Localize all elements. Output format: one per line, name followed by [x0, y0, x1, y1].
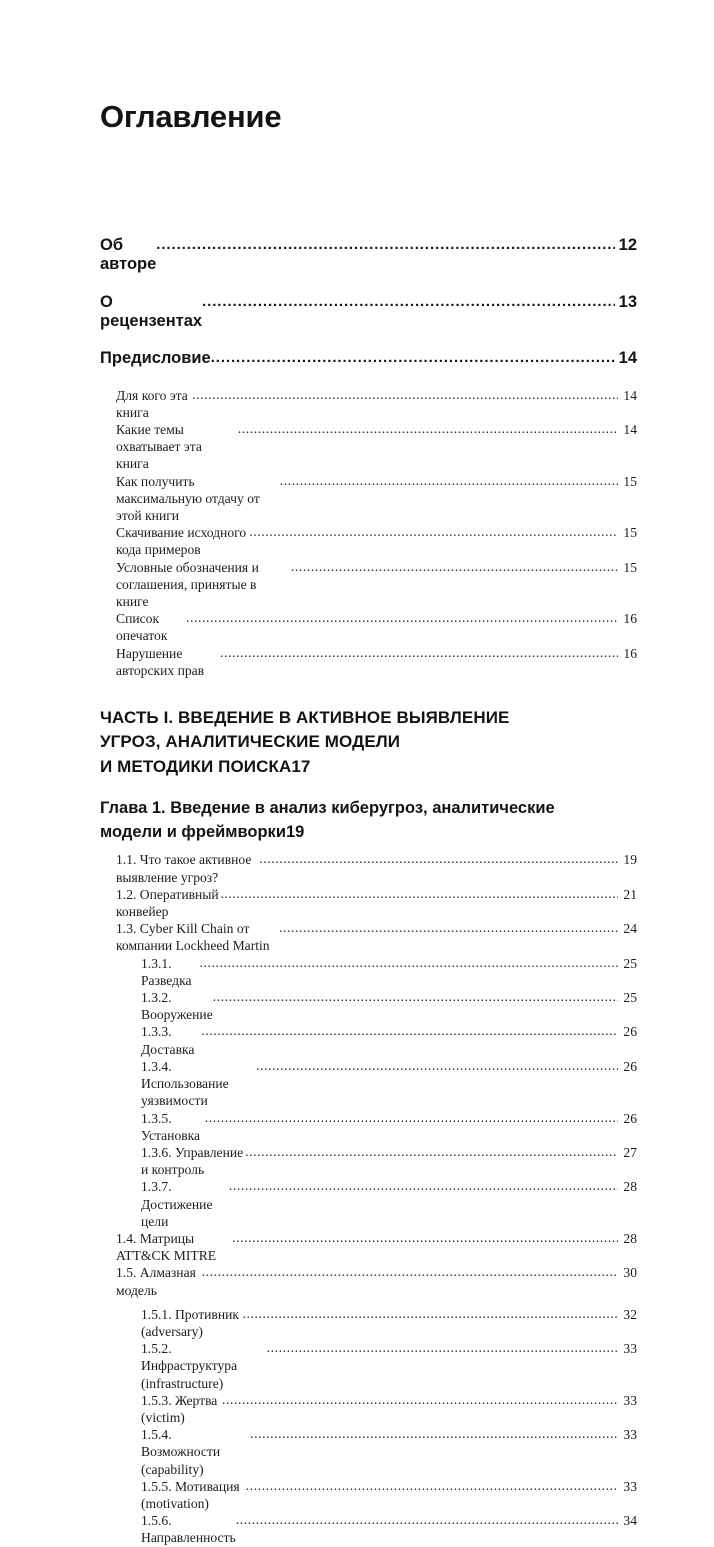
dot-leader	[238, 420, 618, 437]
dot-leader	[279, 919, 618, 936]
toc-entry-level-2[interactable]	[0, 645, 714, 679]
toc-entry-page-number: 16	[623, 645, 637, 661]
toc-entry-level-1[interactable]	[0, 349, 714, 368]
toc-entry-level-2[interactable]	[0, 610, 714, 644]
toc-entry-page-number: 28	[623, 1179, 637, 1195]
chapter-heading-line-2: модели и фреймворки	[100, 823, 286, 842]
toc-entry-level-3[interactable]	[0, 1110, 714, 1144]
toc-entry-label: Для кого эта книга	[116, 387, 192, 420]
toc-entry-level-2[interactable]	[0, 387, 714, 421]
toc-group-sections-b	[0, 1230, 714, 1299]
toc-entry-level-3[interactable]	[0, 1478, 714, 1512]
dot-leader	[222, 1391, 618, 1408]
toc-entry-label: О рецензентах	[100, 292, 203, 330]
toc-entry-level-2[interactable]	[0, 920, 714, 954]
toc-entry-page-number: 27	[623, 1144, 637, 1160]
dot-leader	[250, 1425, 618, 1442]
dot-leader	[202, 292, 615, 311]
chapter-heading-last-line	[100, 820, 637, 844]
toc-entry-page-number: 12	[618, 236, 637, 254]
dot-leader	[280, 472, 618, 489]
toc-entry-page-number: 33	[623, 1392, 637, 1408]
dot-leader	[246, 1477, 618, 1494]
toc-entry-page-number: 19	[623, 852, 637, 868]
toc-entry-label: 1.2. Оперативный конвейер	[116, 886, 223, 920]
toc-entry-label: Какие темы охватывает эта книга	[116, 421, 206, 472]
dot-leader	[213, 988, 618, 1005]
toc-entry-level-3[interactable]	[0, 1512, 714, 1546]
dot-leader	[211, 348, 615, 367]
toc-entry-page-number: 14	[618, 349, 637, 367]
toc-entry-page-number: 14	[623, 387, 637, 403]
toc-entry-level-2[interactable]	[0, 1230, 714, 1264]
dot-leader	[156, 235, 615, 254]
toc-entry-page-number: 25	[623, 990, 637, 1006]
toc-entry-level-3[interactable]	[0, 1426, 714, 1478]
dot-leader	[205, 1109, 618, 1126]
toc-entry-label: 1.5.2. Инфраструктура (infrastructure)	[141, 1341, 241, 1391]
toc-entry-page-number: 21	[623, 886, 637, 902]
toc-entry-level-3[interactable]	[0, 1058, 714, 1110]
toc-chapter-heading[interactable]	[0, 796, 714, 844]
toc-entry-page-number: 24	[623, 921, 637, 937]
toc-entry-label: 1.5. Алмазная модель	[116, 1265, 200, 1298]
part-heading-line-2: УГРОЗ, АНАЛИТИЧЕСКИЕ МОДЕЛИ	[100, 732, 401, 752]
toc-entry-label: 1.3.3. Доставка	[141, 1024, 195, 1057]
toc-entry-label: Условные обозначения и соглашения, принятые в книге	[116, 559, 263, 609]
part-page-number: 17	[291, 756, 311, 776]
dot-leader	[200, 954, 618, 971]
toc-entry-level-3[interactable]	[0, 1340, 714, 1392]
toc-entry-page-number: 15	[623, 473, 637, 489]
toc-entry-page-number: 15	[623, 525, 637, 541]
toc-entry-page-number: 28	[623, 1230, 637, 1246]
toc-entry-level-1[interactable]	[0, 293, 714, 331]
toc-entry-level-3[interactable]	[0, 1392, 714, 1426]
dot-leader	[249, 523, 618, 540]
toc-entry-level-1[interactable]	[0, 236, 714, 274]
toc-group-sections-a	[0, 851, 714, 954]
toc-entry-page-number: 14	[623, 421, 637, 437]
toc-entry-page-number: 16	[623, 611, 637, 627]
toc-entry-page-number: 26	[623, 1110, 637, 1126]
toc-entry-level-2[interactable]	[0, 1264, 714, 1298]
toc-entry-level-3[interactable]	[0, 955, 714, 989]
toc-entry-label: 1.5.4. Возможности (capability)	[141, 1427, 224, 1477]
toc-group-preface-items	[0, 387, 714, 679]
part-heading-line-3: И МЕТОДИКИ ПОИСКА	[100, 756, 292, 776]
toc-entry-label: 1.5.1. Противник (adversary)	[141, 1306, 243, 1339]
dot-leader	[201, 1022, 618, 1039]
dot-leader	[186, 609, 618, 626]
dot-leader	[256, 1057, 618, 1074]
toc-entry-label: 1.5.6. Направленность	[141, 1513, 236, 1546]
toc-part-heading[interactable]	[0, 706, 714, 780]
toc-entry-page-number: 33	[623, 1478, 637, 1494]
dot-leader	[259, 850, 618, 867]
toc-group-diamond	[0, 1306, 714, 1547]
dot-leader	[245, 1143, 618, 1160]
toc-entry-label: Нарушение авторских прав	[116, 645, 205, 678]
toc-entry-level-3[interactable]	[0, 1306, 714, 1340]
toc-entry-label: Список опечаток	[116, 611, 168, 644]
toc-entry-page-number: 33	[623, 1341, 637, 1357]
dot-leader	[229, 1177, 618, 1194]
toc-entry-label: 1.3.6. Управление и контроль	[141, 1144, 247, 1178]
toc-entry-level-2[interactable]	[0, 851, 714, 885]
toc-entry-label: 1.1. Что такое активное выявление угроз?	[116, 852, 255, 885]
chapter-heading-line-1: Глава 1. Введение в анализ киберугроз, аналитические	[100, 799, 555, 818]
toc-entry-page-number: 32	[623, 1306, 637, 1322]
toc-entry-page-number: 26	[623, 1058, 637, 1074]
part-heading-last-line	[100, 755, 637, 780]
toc-entry-level-2[interactable]	[0, 524, 714, 558]
dot-leader	[243, 1305, 618, 1322]
dot-leader	[220, 644, 618, 661]
toc-entry-label: 1.3.7. Достижение цели	[141, 1179, 216, 1229]
chapter-page-number: 19	[285, 823, 305, 842]
dot-leader	[192, 386, 618, 403]
toc-entry-label: 1.3.5. Установка	[141, 1110, 201, 1143]
toc-entry-page-number: 30	[623, 1265, 637, 1281]
dot-leader	[202, 1263, 618, 1280]
toc-entry-page-number: 26	[623, 1024, 637, 1040]
toc-entry-page-number: 25	[623, 955, 637, 971]
dot-leader	[291, 558, 618, 575]
toc-entry-label: Как получить максимальную отдачу от этой книги	[116, 473, 264, 523]
toc-entry-level-3[interactable]	[0, 1023, 714, 1057]
toc-entry-page-number: 13	[618, 292, 637, 311]
part-heading-line-1: ЧАСТЬ I. ВВЕДЕНИЕ В АКТИВНОЕ ВЫЯВЛЕНИЕ	[100, 707, 510, 727]
toc-entry-list	[0, 236, 714, 1547]
toc-entry-level-2[interactable]	[0, 559, 714, 611]
toc-entry-label: Предисловие	[100, 349, 211, 367]
toc-entry-label: 1.3.4. Использование уязвимости	[141, 1058, 233, 1109]
toc-entry-level-2[interactable]	[0, 886, 714, 920]
toc-entry-level-3[interactable]	[0, 1144, 714, 1178]
dot-leader	[232, 1229, 618, 1246]
toc-group-kill-chain	[0, 955, 714, 1230]
dot-leader	[236, 1511, 618, 1528]
toc-entry-level-2[interactable]	[0, 421, 714, 473]
toc-entry-page-number: 15	[623, 559, 637, 575]
dot-leader	[220, 885, 618, 902]
toc-entry-level-2[interactable]	[0, 473, 714, 525]
toc-entry-level-3[interactable]	[0, 1178, 714, 1230]
toc-group-front-matter	[0, 236, 714, 368]
toc-entry-label: 1.3.2. Вооружение	[141, 990, 213, 1023]
toc-entry-label: 1.3. Cyber Kill Chain от компании Lockheed Martin	[116, 921, 270, 954]
toc-entry-label: 1.4. Матрицы ATT&CK MITRE	[116, 1230, 217, 1264]
toc-entry-label: 1.5.3. Жертва (victim)	[141, 1392, 221, 1425]
toc-entry-label: 1.5.5. Мотивация (motivation)	[141, 1478, 244, 1511]
toc-entry-level-3[interactable]	[0, 989, 714, 1023]
toc-entry-page-number: 33	[623, 1427, 637, 1443]
toc-entry-label: Скачивание исходного кода примеров	[116, 525, 250, 558]
toc-entry-label: Об авторе	[100, 236, 157, 273]
page-title: Оглавление	[100, 99, 282, 134]
toc-entry-label: 1.3.1. Разведка	[141, 955, 192, 988]
dot-leader	[267, 1339, 618, 1356]
toc-entry-page-number: 34	[623, 1513, 637, 1529]
